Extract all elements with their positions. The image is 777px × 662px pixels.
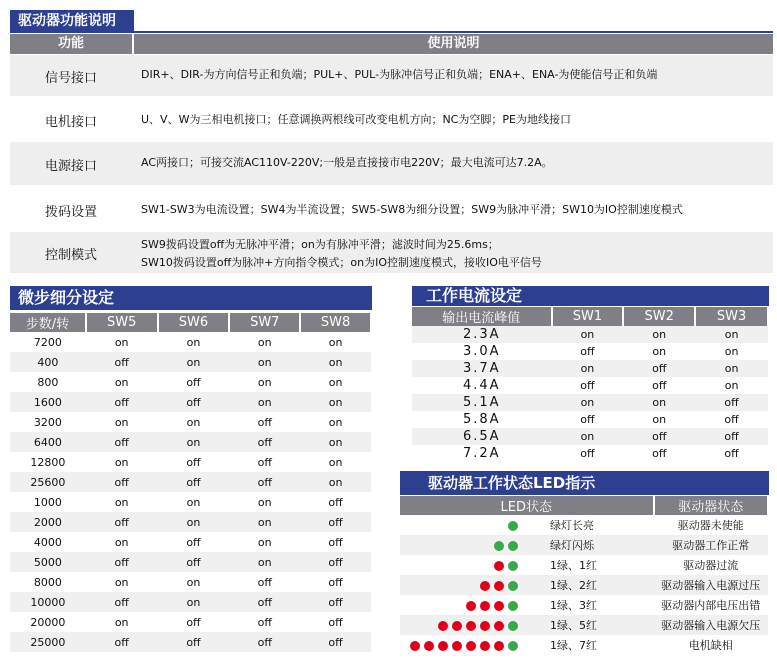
switch-cell: off bbox=[623, 445, 695, 462]
green-led-icon bbox=[508, 541, 518, 551]
led-table bbox=[400, 496, 769, 655]
switch-cell: off bbox=[158, 632, 230, 652]
led-dots bbox=[400, 639, 518, 652]
switch-cell: off bbox=[229, 592, 300, 612]
table-row bbox=[10, 452, 371, 472]
table-row bbox=[10, 492, 371, 512]
led-dots bbox=[400, 559, 518, 572]
red-led-icon bbox=[480, 621, 490, 631]
current-header-cell: SW1 bbox=[552, 307, 624, 326]
switch-cell: on bbox=[300, 432, 371, 452]
switch-cell: off bbox=[695, 445, 768, 462]
microstep-header-cell: 步数/转 bbox=[10, 313, 86, 332]
switch-cell: off bbox=[86, 352, 158, 372]
red-led-icon bbox=[410, 641, 420, 651]
switch-cell: off bbox=[300, 532, 371, 552]
red-led-icon bbox=[494, 601, 504, 611]
steps-cell: 7200 bbox=[10, 332, 86, 352]
switch-cell: off bbox=[623, 360, 695, 377]
led-label: 1绿、7红 bbox=[550, 639, 597, 652]
switch-cell: on bbox=[158, 332, 230, 352]
function-row-control bbox=[10, 232, 773, 273]
red-led-icon bbox=[466, 601, 476, 611]
switch-cell: on bbox=[300, 412, 371, 432]
table-row bbox=[400, 535, 768, 555]
switch-cell: on bbox=[300, 332, 371, 352]
led-header-cell: 驱动器状态 bbox=[654, 496, 768, 515]
table-row bbox=[412, 377, 768, 394]
led-pattern-cell bbox=[400, 635, 654, 655]
led-pattern-cell bbox=[400, 515, 654, 535]
steps-cell: 1600 bbox=[10, 392, 86, 412]
current-header-cell: SW3 bbox=[695, 307, 768, 326]
table-row bbox=[10, 412, 371, 432]
led-header-cell: LED状态 bbox=[400, 496, 654, 515]
current-header-cell: 输出电流峰值 bbox=[412, 307, 552, 326]
switch-cell: off bbox=[86, 592, 158, 612]
current-value-cell: 6.5A bbox=[412, 428, 552, 445]
switch-cell: on bbox=[300, 452, 371, 472]
steps-cell: 5000 bbox=[10, 552, 86, 572]
steps-cell: 800 bbox=[10, 372, 86, 392]
switch-cell: off bbox=[86, 632, 158, 652]
switch-cell: off bbox=[300, 592, 371, 612]
switch-cell: on bbox=[158, 572, 230, 592]
led-pattern bbox=[400, 517, 654, 533]
red-led-icon bbox=[480, 601, 490, 611]
function-desc: DIR+、DIR-为方向信号正和负端；PUL+、PUL-为脉冲信号正和负端；ENA+、ENA-为使能信号正和负端 bbox=[141, 68, 658, 81]
function-name: 拨码设置 bbox=[44, 205, 97, 220]
table-row bbox=[10, 332, 371, 352]
table-row bbox=[10, 552, 371, 572]
switch-cell: on bbox=[229, 332, 300, 352]
led-pattern-cell bbox=[400, 555, 654, 575]
switch-cell: on bbox=[86, 372, 158, 392]
table-row bbox=[10, 632, 371, 652]
microstep-header-cell: SW5 bbox=[86, 313, 158, 332]
switch-cell: on bbox=[300, 472, 371, 492]
red-led-icon bbox=[424, 641, 434, 651]
steps-cell: 12800 bbox=[10, 452, 86, 472]
switch-cell: off bbox=[695, 428, 768, 445]
led-title: 驱动器工作状态LED指示 bbox=[400, 471, 769, 495]
led-status-cell: 电机缺相 bbox=[654, 635, 768, 655]
led-header-row bbox=[400, 496, 768, 515]
table-row bbox=[10, 472, 371, 492]
current-value-cell: 2.3A bbox=[412, 326, 552, 343]
function-desc: AC两接口；可接交流AC110V-220V;一般是直接接市电220V；最大电流可达7.2A。 bbox=[141, 156, 553, 169]
led-dots bbox=[400, 599, 518, 612]
switch-cell: on bbox=[623, 411, 695, 428]
function-name: 电机接口 bbox=[44, 115, 97, 130]
current-value-cell: 7.2A bbox=[412, 445, 552, 462]
function-desc: SW1-SW3为电流设置；SW4为半流设置；SW5-SW8为细分设置；SW9为脉冲平滑；SW10为IO控制速度模式 bbox=[141, 203, 683, 216]
led-pattern bbox=[400, 557, 654, 573]
table-row bbox=[412, 394, 768, 411]
table-row bbox=[400, 595, 768, 615]
switch-cell: off bbox=[158, 612, 230, 632]
switch-cell: on bbox=[86, 612, 158, 632]
led-pattern-cell bbox=[400, 575, 654, 595]
switch-cell: on bbox=[552, 326, 624, 343]
switch-cell: on bbox=[86, 572, 158, 592]
switch-cell: off bbox=[623, 377, 695, 394]
switch-cell: off bbox=[158, 532, 230, 552]
green-led-icon bbox=[508, 521, 518, 531]
table-row bbox=[412, 343, 768, 360]
current-table bbox=[412, 307, 769, 462]
table-row bbox=[412, 360, 768, 377]
red-led-icon bbox=[494, 621, 504, 631]
microstep-header-cell: SW6 bbox=[158, 313, 230, 332]
switch-cell: on bbox=[158, 432, 230, 452]
table-row bbox=[10, 592, 371, 612]
microstep-header-cell: SW7 bbox=[229, 313, 300, 332]
function-row-signal bbox=[10, 55, 773, 96]
green-led-icon bbox=[508, 581, 518, 591]
switch-cell: on bbox=[552, 394, 624, 411]
switch-cell: on bbox=[695, 326, 768, 343]
led-pattern-cell bbox=[400, 615, 654, 635]
green-led-icon bbox=[494, 541, 504, 551]
table-row bbox=[400, 555, 768, 575]
steps-cell: 1000 bbox=[10, 492, 86, 512]
table-row bbox=[400, 575, 768, 595]
steps-cell: 4000 bbox=[10, 532, 86, 552]
current-header-cell: SW2 bbox=[623, 307, 695, 326]
table-row bbox=[400, 635, 768, 655]
switch-cell: off bbox=[229, 432, 300, 452]
table-row bbox=[412, 326, 768, 343]
red-led-icon bbox=[466, 641, 476, 651]
function-row-dip bbox=[10, 187, 773, 230]
red-led-icon bbox=[438, 621, 448, 631]
led-pattern bbox=[400, 577, 654, 593]
table-row bbox=[10, 432, 371, 452]
switch-cell: off bbox=[86, 392, 158, 412]
switch-cell: off bbox=[229, 472, 300, 492]
switch-cell: on bbox=[158, 512, 230, 532]
red-led-icon bbox=[438, 641, 448, 651]
led-label: 1绿、1红 bbox=[550, 559, 597, 572]
function-desc: U、V、W为三相电机接口；任意调换两根线可改变电机方向；NC为空脚；PE为地线接口 bbox=[141, 113, 571, 126]
led-pattern-cell bbox=[400, 535, 654, 555]
switch-cell: on bbox=[695, 343, 768, 360]
function-row-power bbox=[10, 142, 773, 185]
switch-cell: off bbox=[300, 572, 371, 592]
led-pattern bbox=[400, 637, 654, 653]
microstep-header-row bbox=[10, 313, 371, 332]
table-row bbox=[400, 615, 768, 635]
red-led-icon bbox=[494, 561, 504, 571]
switch-cell: on bbox=[158, 412, 230, 432]
steps-cell: 6400 bbox=[10, 432, 86, 452]
steps-cell: 20000 bbox=[10, 612, 86, 632]
switch-cell: on bbox=[86, 532, 158, 552]
steps-cell: 400 bbox=[10, 352, 86, 372]
led-status-cell: 驱动器内部电压出错 bbox=[654, 595, 768, 615]
led-status-cell: 驱动器工作正常 bbox=[654, 535, 768, 555]
switch-cell: off bbox=[552, 411, 624, 428]
steps-cell: 8000 bbox=[10, 572, 86, 592]
table-row bbox=[10, 572, 371, 592]
function-desc: SW9拨码设置off为无脉冲平滑；on为有脉冲平滑；滤波时间为25.6ms； bbox=[141, 238, 499, 251]
steps-cell: 25600 bbox=[10, 472, 86, 492]
switch-cell: off bbox=[229, 452, 300, 472]
led-pattern-cell bbox=[400, 595, 654, 615]
switch-cell: on bbox=[229, 552, 300, 572]
led-label: 1绿、2红 bbox=[550, 579, 597, 592]
current-value-cell: 4.4A bbox=[412, 377, 552, 394]
switch-cell: off bbox=[552, 343, 624, 360]
switch-cell: on bbox=[229, 492, 300, 512]
switch-cell: on bbox=[158, 592, 230, 612]
steps-cell: 10000 bbox=[10, 592, 86, 612]
led-label: 绿灯闪烁 bbox=[550, 539, 594, 552]
switch-cell: on bbox=[229, 372, 300, 392]
switch-cell: on bbox=[86, 452, 158, 472]
table-row bbox=[10, 612, 371, 632]
led-pattern bbox=[400, 617, 654, 633]
current-value-cell: 5.8A bbox=[412, 411, 552, 428]
switch-cell: on bbox=[552, 428, 624, 445]
switch-cell: on bbox=[300, 352, 371, 372]
switch-cell: off bbox=[86, 512, 158, 532]
switch-cell: on bbox=[300, 392, 371, 412]
table-row bbox=[10, 352, 371, 372]
led-pattern bbox=[400, 537, 654, 553]
switch-cell: off bbox=[229, 572, 300, 592]
current-value-cell: 3.0A bbox=[412, 343, 552, 360]
green-led-icon bbox=[508, 641, 518, 651]
current-header-row bbox=[412, 307, 768, 326]
led-label: 绿灯长亮 bbox=[550, 519, 594, 532]
table-row bbox=[412, 411, 768, 428]
red-led-icon bbox=[452, 641, 462, 651]
switch-cell: on bbox=[229, 352, 300, 372]
switch-cell: off bbox=[158, 392, 230, 412]
steps-cell: 2000 bbox=[10, 512, 86, 532]
switch-cell: off bbox=[229, 632, 300, 652]
led-label: 1绿、3红 bbox=[550, 599, 597, 612]
red-led-icon bbox=[494, 581, 504, 591]
switch-cell: off bbox=[86, 472, 158, 492]
red-led-icon bbox=[480, 641, 490, 651]
red-led-icon bbox=[480, 581, 490, 591]
table-row bbox=[10, 372, 371, 392]
switch-cell: off bbox=[695, 411, 768, 428]
switch-cell: off bbox=[86, 432, 158, 452]
switch-cell: off bbox=[552, 445, 624, 462]
switch-cell: off bbox=[552, 377, 624, 394]
led-status-cell: 驱动器过流 bbox=[654, 555, 768, 575]
switch-cell: on bbox=[552, 360, 624, 377]
function-name: 信号接口 bbox=[44, 71, 97, 86]
red-led-icon bbox=[494, 641, 504, 651]
microstep-table bbox=[10, 313, 372, 652]
led-dots bbox=[400, 519, 518, 532]
function-desc: SW10拨码设置off为脉冲+方向指令模式；on为IO控制速度模式，接收IO电平信号 bbox=[141, 256, 542, 269]
switch-cell: on bbox=[623, 326, 695, 343]
usage-col-header: 使用说明 bbox=[134, 34, 773, 54]
led-status-cell: 驱动器未使能 bbox=[654, 515, 768, 535]
steps-cell: 3200 bbox=[10, 412, 86, 432]
switch-cell: off bbox=[300, 492, 371, 512]
switch-cell: on bbox=[229, 532, 300, 552]
switch-cell: off bbox=[229, 612, 300, 632]
table-row bbox=[10, 532, 371, 552]
switch-cell: off bbox=[158, 472, 230, 492]
led-dots bbox=[400, 579, 518, 592]
table-row bbox=[412, 445, 768, 462]
function-col-header: 功能 bbox=[10, 34, 132, 54]
switch-cell: on bbox=[695, 377, 768, 394]
switch-cell: on bbox=[229, 512, 300, 532]
microstep-header-cell: SW8 bbox=[300, 313, 371, 332]
table-row bbox=[10, 392, 371, 412]
switch-cell: on bbox=[229, 392, 300, 412]
switch-cell: off bbox=[695, 394, 768, 411]
green-led-icon bbox=[508, 561, 518, 571]
function-row-motor bbox=[10, 98, 773, 140]
green-led-icon bbox=[508, 621, 518, 631]
led-dots bbox=[400, 539, 518, 552]
switch-cell: on bbox=[158, 492, 230, 512]
table-row bbox=[10, 512, 371, 532]
led-label: 1绿、5红 bbox=[550, 619, 597, 632]
switch-cell: off bbox=[300, 612, 371, 632]
current-value-cell: 5.1A bbox=[412, 394, 552, 411]
current-value-cell: 3.7A bbox=[412, 360, 552, 377]
table-row bbox=[400, 515, 768, 535]
led-status-cell: 驱动器输入电源过压 bbox=[654, 575, 768, 595]
switch-cell: on bbox=[623, 343, 695, 360]
green-led-icon bbox=[508, 601, 518, 611]
red-led-icon bbox=[452, 621, 462, 631]
switch-cell: on bbox=[86, 412, 158, 432]
switch-cell: on bbox=[158, 352, 230, 372]
switch-cell: on bbox=[623, 394, 695, 411]
switch-cell: on bbox=[695, 360, 768, 377]
table-row bbox=[412, 428, 768, 445]
switch-cell: off bbox=[86, 552, 158, 572]
switch-cell: off bbox=[158, 552, 230, 572]
steps-cell: 25000 bbox=[10, 632, 86, 652]
switch-cell: off bbox=[300, 552, 371, 572]
led-pattern bbox=[400, 597, 654, 613]
led-status-cell: 驱动器输入电源欠压 bbox=[654, 615, 768, 635]
switch-cell: off bbox=[158, 372, 230, 392]
function-name: 电源接口 bbox=[44, 159, 97, 174]
switch-cell: off bbox=[300, 632, 371, 652]
led-dots bbox=[400, 619, 518, 632]
red-led-icon bbox=[466, 621, 476, 631]
switch-cell: off bbox=[229, 412, 300, 432]
current-title: 工作电流设定 bbox=[412, 286, 769, 306]
switch-cell: on bbox=[300, 372, 371, 392]
switch-cell: off bbox=[623, 428, 695, 445]
switch-cell: off bbox=[158, 452, 230, 472]
function-name: 控制模式 bbox=[44, 248, 97, 263]
function-section-title: 驱动器功能说明 bbox=[10, 10, 134, 32]
switch-cell: off bbox=[300, 512, 371, 532]
microstep-title: 微步细分设定 bbox=[10, 286, 372, 310]
title-underline bbox=[10, 31, 773, 33]
switch-cell: on bbox=[86, 492, 158, 512]
switch-cell: on bbox=[86, 332, 158, 352]
